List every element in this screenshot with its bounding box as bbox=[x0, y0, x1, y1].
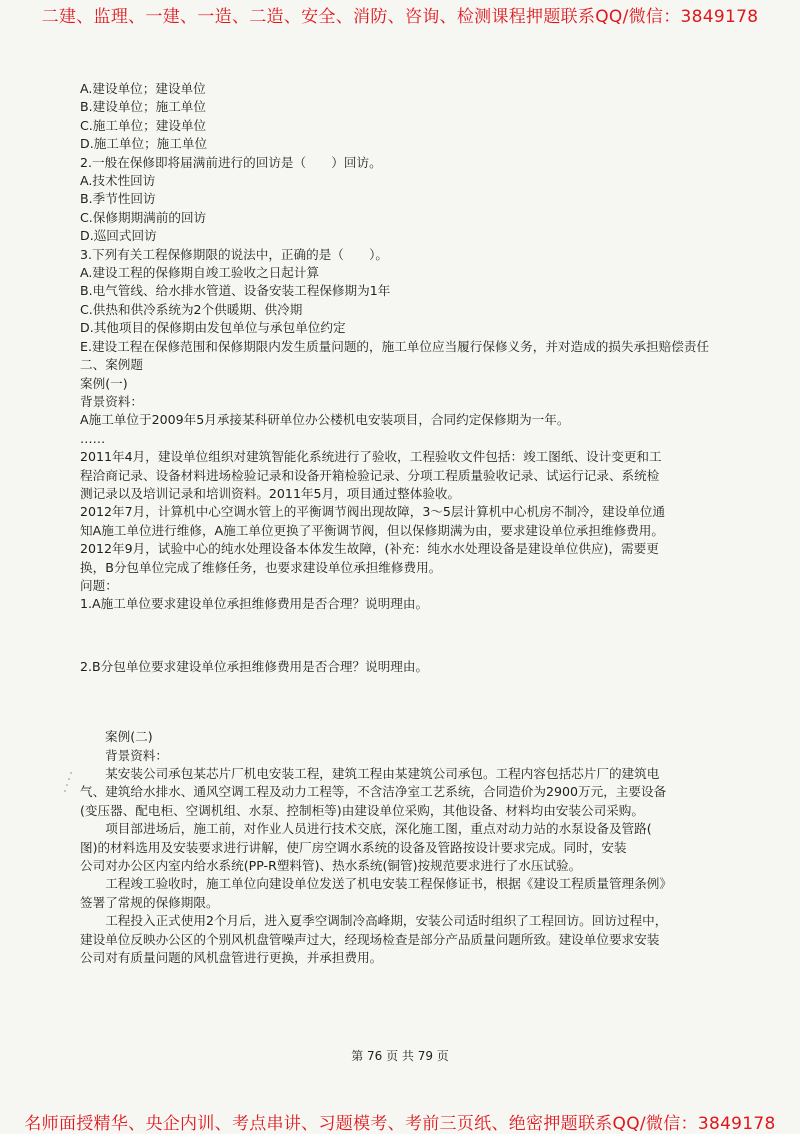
page-body bbox=[80, 80, 762, 967]
case2-line: 图)的材料选用及安装要求进行讲解，使厂房空调水系统的设备及管路按设计要求完成。同时，安装 bbox=[80, 839, 627, 855]
q1-options bbox=[80, 80, 762, 154]
q3-option-e: E.建设工程在保修范围和保修期限内发生质量问题的，施工单位应当履行保修义务，并对造成的损失承担赔偿责任 bbox=[80, 338, 710, 354]
page-number: 第 76 页 共 79 页 bbox=[351, 1049, 449, 1063]
q2-stem: 2.一般在保修即将届满前进行的回访是（ ）回访。 bbox=[80, 154, 382, 170]
top-banner: 二建、监理、一建、一造、二造、安全、消防、咨询、检测课程押题联系QQ/微信：3849178 bbox=[41, 7, 759, 27]
case1-line: 程洽商记录、设备材料进场检验记录和设备开箱检验记录、分项工程质量验收记录、试运行记录、系统检 bbox=[80, 467, 660, 483]
question-2 bbox=[80, 154, 762, 246]
case2-line: 工程投入正式使用2个月后，进入夏季空调制冷高峰期，安装公司适时组织了工程回访。回访过程中， bbox=[80, 913, 668, 929]
case2-line: 建设单位反映办公区的个别风机盘管噪声过大，经现场检查是部分产品质量问题所致。建设单位要求安装 bbox=[80, 931, 660, 947]
question-3 bbox=[80, 246, 762, 356]
section-title: 二、案例题 bbox=[80, 357, 143, 373]
case1-line: 知A施工单位进行维修，A施工单位更换了平衡调节阀，但以保修期满为由，要求建设单位承担维修费用。 bbox=[80, 522, 664, 538]
case1-line: …… bbox=[80, 430, 106, 446]
case1-line: 2011年4月，建设单位组织对建筑智能化系统进行了验收，工程验收文件包括：竣工图纸、设计变更和工 bbox=[80, 449, 662, 465]
q3-option-b: B.电气管线、给水排水管道、设备安装工程保修期为1年 bbox=[80, 283, 391, 299]
case1-line: A施工单位于2009年5月承接某科研单位办公楼机电安装项目，合同约定保修期为一年。 bbox=[80, 412, 570, 428]
case1-question-2: 2.B分包单位要求建设单位承担维修费用是否合理？说明理由。 bbox=[80, 658, 429, 674]
q1-option-a: A.建设单位；建设单位 bbox=[80, 81, 206, 96]
case1-line: 2012年7月，计算机中心空调水管上的平衡调节阀出现故障，3～5层计算机中心机房不制冷，建设单位通 bbox=[80, 504, 666, 520]
q1-option-d: D.施工单位；施工单位 bbox=[80, 136, 208, 152]
case2-line: 某安装公司承包某芯片厂机电安装工程，建筑工程由某建筑公司承包。工程内容包括芯片厂的建筑电 bbox=[80, 766, 660, 781]
q2-option-d: D.巡回式回访 bbox=[80, 228, 157, 244]
q1-option-b: B.建设单位；施工单位 bbox=[80, 99, 206, 115]
answer-space bbox=[80, 676, 762, 728]
case-2 bbox=[80, 728, 762, 967]
case-1 bbox=[80, 375, 762, 729]
case1-line: 换，B分包单位完成了维修任务，也要求建设单位承担维修费用。 bbox=[80, 559, 442, 575]
q3-option-d: D.其他项目的保修期由发包单位与承包单位约定 bbox=[80, 320, 346, 336]
case2-line: 公司对办公区内室内给水系统(PP-R塑料管)、热水系统(铜管)按规范要求进行了水压试验。 bbox=[80, 858, 582, 874]
case1-title: 案例(一) bbox=[80, 375, 128, 391]
scan-mark-icon bbox=[62, 770, 76, 798]
answer-space bbox=[80, 614, 762, 658]
case1-line: 测记录以及培训记录和培训资料。2011年5月，项目通过整体验收。 bbox=[80, 485, 461, 501]
case2-line: (变压器、配电柜、空调机组、水泵、控制柜等)由建设单位采购，其他设备、材料均由安装公司采购。 bbox=[80, 802, 644, 818]
bottom-banner: 名师面授精华、央企内训、考点串讲、习题模考、考前三页纸、绝密押题联系QQ/微信：3849178 bbox=[24, 1114, 776, 1134]
case2-line: 项目部进场后，施工前，对作业人员进行技术交底，深化施工图，重点对动力站的水泵设备及管路( bbox=[80, 821, 652, 837]
q1-option-c: C.施工单位；建设单位 bbox=[80, 117, 207, 133]
q3-option-a: A.建设工程的保修期自竣工验收之日起计算 bbox=[80, 265, 320, 281]
case2-line: 气、建筑给水排水、通风空调工程及动力工程等，不含洁净室工艺系统，合同造价为2900万元，主要设备 bbox=[80, 784, 667, 800]
case2-background-label: 背景资料： bbox=[105, 747, 168, 763]
q2-option-a: A.技术性回访 bbox=[80, 173, 156, 189]
case2-title: 案例(二) bbox=[105, 729, 153, 745]
q3-stem: 3.下列有关工程保修期限的说法中，正确的是（ ）。 bbox=[80, 246, 388, 262]
q2-option-b: B.季节性回访 bbox=[80, 191, 156, 207]
q2-option-c: C.保修期期满前的回访 bbox=[80, 209, 207, 225]
case1-background-label: 背景资料： bbox=[80, 393, 143, 409]
case2-line: 工程竣工验收时，施工单位向建设单位发送了机电安装工程保修证书，根据《建设工程质量管理条例》 bbox=[80, 876, 672, 892]
case2-line: 签署了常规的保修期限。 bbox=[80, 894, 219, 910]
case1-question-label: 问题： bbox=[80, 577, 118, 593]
case1-line: 2012年9月，试验中心的纯水处理设备本体发生故障，(补充：纯水水处理设备是建设单位供应)，需要更 bbox=[80, 541, 659, 557]
case1-question-1: 1.A施工单位要求建设单位承担维修费用是否合理？说明理由。 bbox=[80, 596, 429, 612]
case2-line: 公司对有质量问题的风机盘管进行更换，并承担费用。 bbox=[80, 950, 383, 966]
q3-option-c: C.供热和供冷系统为2个供暖期、供冷期 bbox=[80, 301, 303, 317]
